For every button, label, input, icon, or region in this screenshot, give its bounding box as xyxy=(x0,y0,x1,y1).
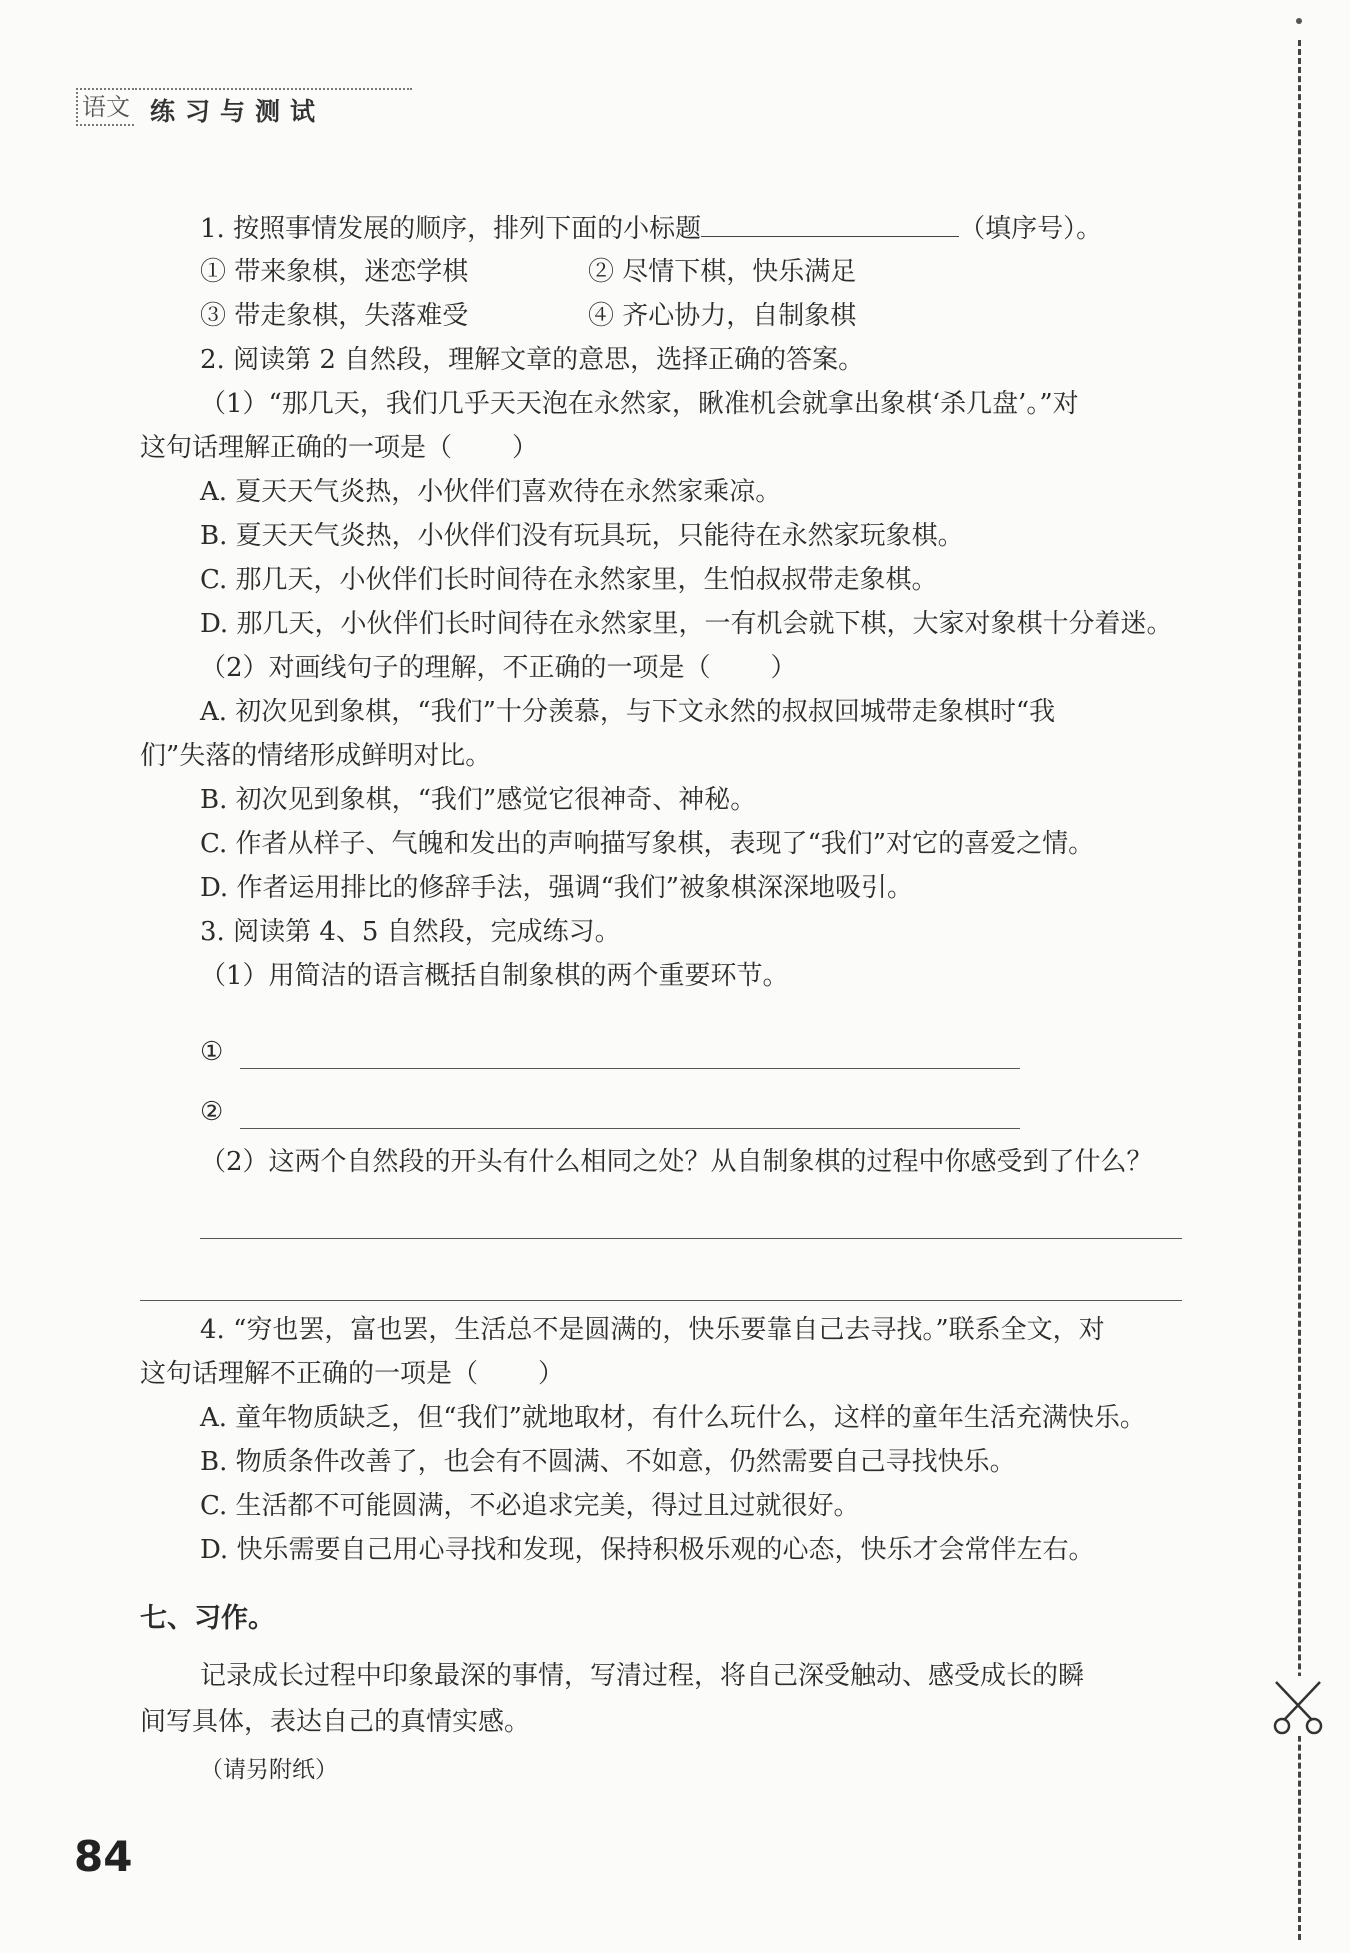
q2-sub1-line2 xyxy=(140,430,538,466)
q4-question: 这句话理解不正确的一项是（ xyxy=(140,1359,479,1389)
q2-sub1-option-d: D. 那几天，小伙伴们长时间待在永然家里，一有机会就下棋，大家对象棋十分着迷。 xyxy=(200,609,1173,639)
q2-sub1-option-b: B. 夏天天气炎热，小伙伴们没有玩具玩，只能待在永然家玩象棋。 xyxy=(200,521,964,551)
q3-answer-line-2[interactable] xyxy=(240,1128,1020,1129)
q2-sub2-option-b: B. 初次见到象棋，“我们”感觉它很神奇、神秘。 xyxy=(200,785,757,815)
q2-sub2-question: （2）对画线句子的理解，不正确的一项是（ xyxy=(200,653,711,683)
q1-stem xyxy=(200,210,1102,247)
q1-option-1: ① 带来象棋，迷恋学棋 xyxy=(200,257,469,287)
q4-option-c: C. 生活都不可能圆满，不必追求完美，得过且过就很好。 xyxy=(200,1491,860,1521)
close-paren: ） xyxy=(538,1359,565,1389)
q4-option-a: A. 童年物质缺乏，但“我们”就地取材，有什么玩什么，这样的童年生活充满快乐。 xyxy=(200,1403,1146,1433)
close-paren: ） xyxy=(770,653,797,683)
subject-label: 语文 xyxy=(76,88,134,126)
q3-sub1-stem: （1）用简洁的语言概括自制象棋的两个重要环节。 xyxy=(200,961,789,991)
q1-option-4: ④ 齐心协力，自制象棋 xyxy=(588,301,857,331)
q2-sub1-question: 这句话理解正确的一项是（ xyxy=(140,433,453,463)
q4-stem-line1: 4. “穷也罢，富也罢，生活总不是圆满的，快乐要靠自己去寻找。”联系全文，对 xyxy=(200,1315,1105,1345)
header-dotted-rule xyxy=(132,88,412,90)
q3-sub2-stem: （2）这两个自然段的开头有什么相同之处？从自制象棋的过程中你感受到了什么？ xyxy=(200,1147,1153,1177)
q1-stem-text: 1. 按照事情发展的顺序，排列下面的小标题 xyxy=(200,214,702,244)
q2-sub2-option-d: D. 作者运用排比的修辞手法，强调“我们”被象棋深深地吸引。 xyxy=(200,873,914,903)
q2-sub2-option-a-line2: 们”失落的情绪形成鲜明对比。 xyxy=(140,741,492,771)
q3-answer-line-3[interactable] xyxy=(200,1238,1182,1239)
q2-sub2-option-c: C. 作者从样子、气魄和发出的声响描写象棋，表现了“我们”对它的喜爱之情。 xyxy=(200,829,1095,859)
q2-sub2-stem xyxy=(200,650,797,686)
q3-answer-mark-2: ② xyxy=(200,1097,224,1127)
section-7-note: （请另附纸） xyxy=(200,1757,338,1783)
q2-sub2-option-a-line1: A. 初次见到象棋，“我们”十分羡慕，与下文永然的叔叔回城带走象棋时“我 xyxy=(200,697,1056,727)
q2-stem: 2. 阅读第 2 自然段，理解文章的意思，选择正确的答案。 xyxy=(200,345,865,375)
book-title: 练习与测试 xyxy=(150,97,326,126)
q2-sub1-line1: （1）“那几天，我们几乎天天泡在永然家，瞅准机会就拿出象棋‘杀几盘’。”对 xyxy=(200,389,1079,419)
q3-answer-line-1[interactable] xyxy=(240,1068,1020,1069)
q3-stem: 3. 阅读第 4、5 自然段，完成练习。 xyxy=(200,917,621,947)
q4-option-b: B. 物质条件改善了，也会有不圆满、不如意，仍然需要自己寻找快乐。 xyxy=(200,1447,1016,1477)
q1-stem-suffix: （填序号）。 xyxy=(959,214,1103,244)
q2-sub1-option-a: A. 夏天天气炎热，小伙伴们喜欢待在永然家乘凉。 xyxy=(200,477,782,507)
section-7-title: 七、习作。 xyxy=(140,1603,275,1634)
q1-option-2: ② 尽情下棋，快乐满足 xyxy=(588,257,857,287)
cut-line-end-dot xyxy=(1296,18,1302,24)
q1-option-3: ③ 带走象棋，失落难受 xyxy=(200,301,469,331)
scissors-icon xyxy=(1268,1676,1328,1736)
section-7-prompt-line1: 记录成长过程中印象最深的事情，写清过程，将自己深受触动、感受成长的瞬 xyxy=(200,1661,1085,1691)
q3-answer-mark-1: ① xyxy=(200,1037,224,1067)
cut-line xyxy=(1298,40,1301,1940)
q4-stem-line2 xyxy=(140,1356,564,1392)
q4-option-d: D. 快乐需要自己用心寻找和发现，保持积极乐观的心态，快乐才会常伴左右。 xyxy=(200,1535,1095,1565)
q2-sub1-option-c: C. 那几天，小伙伴们长时间待在永然家里，生怕叔叔带走象棋。 xyxy=(200,565,938,595)
q3-answer-line-4[interactable] xyxy=(140,1300,1182,1301)
close-paren: ） xyxy=(512,433,539,463)
page-number: 84 xyxy=(74,1832,133,1881)
q1-answer-blank[interactable] xyxy=(701,210,959,237)
section-7-prompt-line2: 间写具体，表达自己的真情实感。 xyxy=(140,1707,531,1737)
